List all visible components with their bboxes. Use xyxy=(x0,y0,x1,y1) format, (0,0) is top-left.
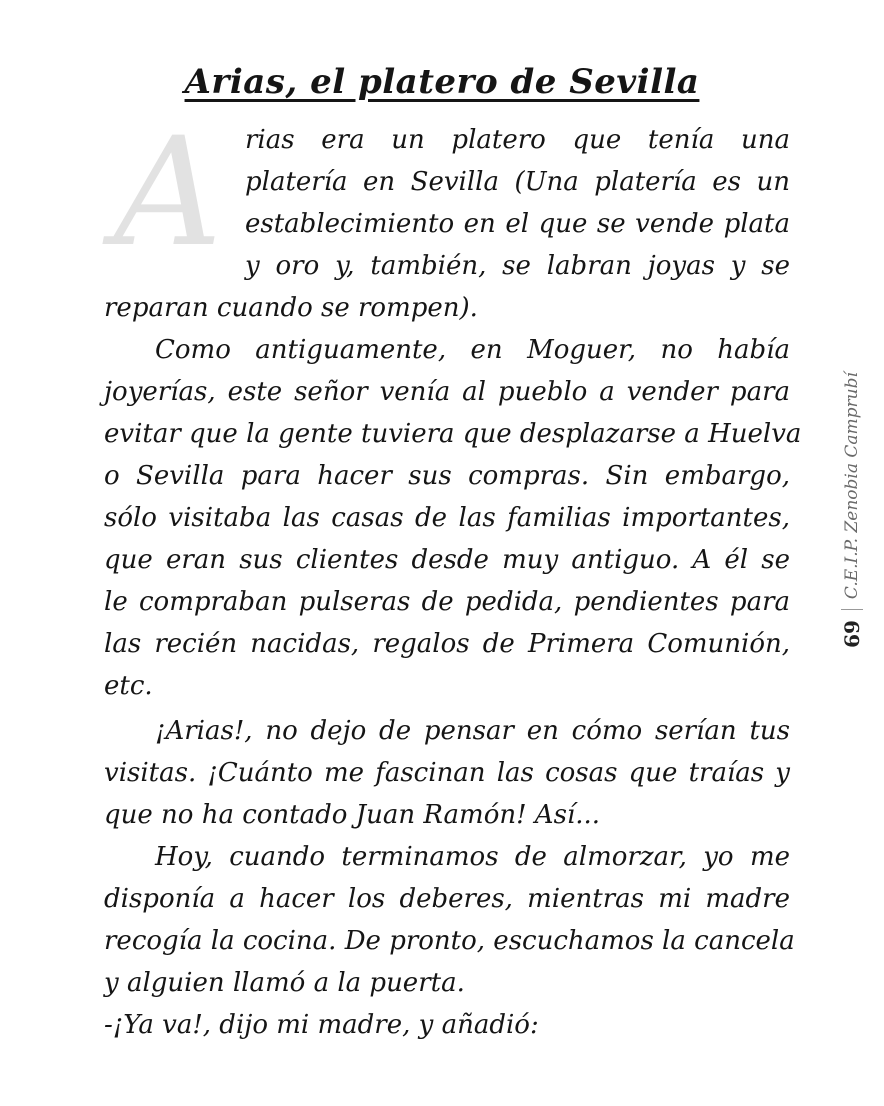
text-line-3: establecimiento en el que se vende plata xyxy=(245,209,790,239)
text-line-12: le compraban pulseras de pedida, pendientes para xyxy=(104,587,790,617)
text-line-13: las recién nacidas, regalos de Primera Comunión, xyxy=(104,629,790,659)
text-line-15: ¡Arias!, no dejo de pensar en cómo serían tus xyxy=(155,716,790,746)
sidebar-separator xyxy=(841,609,863,610)
text-line-17: que no ha contado Juan Ramón! Así... xyxy=(104,800,601,830)
text-line-1: rias era un platero que tenía una xyxy=(245,125,790,155)
text-line-9: o Sevilla para hacer sus compras. Sin embargo, xyxy=(104,461,790,491)
text-line-5: reparan cuando se rompen). xyxy=(104,293,478,323)
text-line-21: y alguien llamó a la puerta. xyxy=(104,968,465,998)
text-line-11: que eran sus clientes desde muy antiguo. A él se xyxy=(104,545,790,575)
sidebar-footer xyxy=(837,360,867,660)
text-line-20: recogía la cocina. De pronto, escuchamos la cancela xyxy=(104,926,795,956)
text-line-14: etc. xyxy=(104,671,153,701)
page-title: Arias, el platero de Sevilla xyxy=(184,62,700,102)
page-sidebar xyxy=(812,372,884,680)
drop-cap-letter: A xyxy=(113,106,223,280)
text-line-10: sólo visitaba las casas de las familias importantes, xyxy=(104,503,790,533)
page-number: 69 xyxy=(840,620,864,648)
text-line-2: platería en Sevilla (Una platería es un xyxy=(245,167,790,197)
text-line-19: disponía a hacer los deberes, mientras mi madre xyxy=(104,884,790,914)
text-line-4: y oro y, también, se labran joyas y se xyxy=(245,251,790,281)
text-line-18: Hoy, cuando terminamos de almorzar, yo me xyxy=(155,842,790,872)
text-line-7: joyerías, este señor venía al pueblo a vender para xyxy=(104,377,790,407)
text-line-6: Como antiguamente, en Moguer, no había xyxy=(155,335,790,365)
school-name: C.E.I.P. Zenobia Camprubí xyxy=(842,372,862,600)
text-line-16: visitas. ¡Cuánto me fascinan las cosas que traías y xyxy=(104,758,790,788)
text-line-22: -¡Ya va!, dijo mi madre, y añadió: xyxy=(104,1010,539,1040)
text-line-8: evitar que la gente tuviera que desplazarse a Huelva xyxy=(104,419,802,449)
